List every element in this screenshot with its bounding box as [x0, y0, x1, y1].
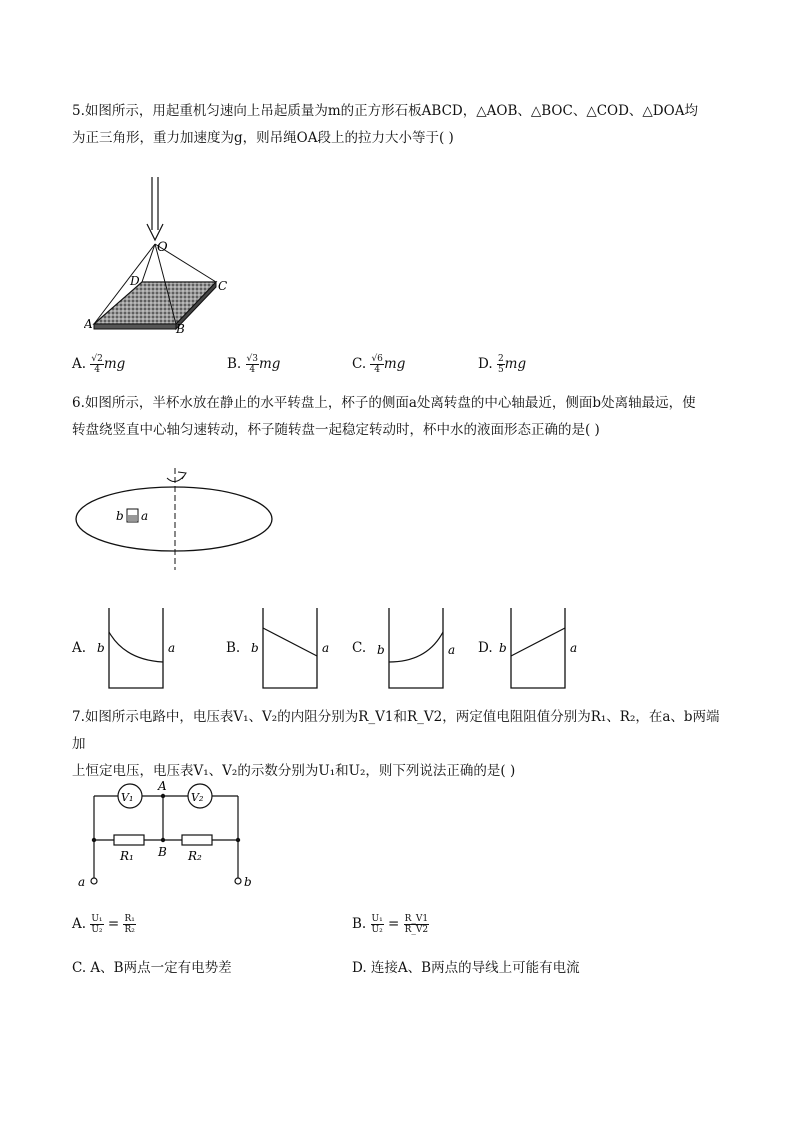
q5-label-B: B: [176, 322, 185, 336]
q7-option-a-label: A.: [72, 916, 87, 932]
q5-option-c-tail: mg: [383, 356, 406, 372]
q7-b-rhs-num: R_V1: [404, 914, 429, 924]
q5-option-b-num: √3: [246, 354, 258, 364]
question-7-text: [72, 704, 724, 785]
q5-option-d-tail: mg: [504, 356, 527, 372]
q5-option-c-label: C.: [352, 356, 367, 372]
q7-label-R2: R₂: [188, 849, 202, 863]
q6-a-right: a: [168, 641, 176, 655]
q5-option-b[interactable]: [227, 354, 280, 375]
q5-option-c-den: 4: [374, 365, 381, 375]
q7-label-V2: V₂: [191, 791, 204, 804]
q5-label-D: D: [130, 274, 140, 288]
q7-a-rhs-num: R₁: [124, 914, 135, 924]
q6-c-left: b: [377, 643, 385, 657]
q6-a-left: b: [97, 641, 105, 655]
q5-option-a[interactable]: [72, 354, 125, 375]
q6-d-right: a: [570, 641, 578, 655]
q7-a-lhs-den: U₂: [91, 925, 103, 935]
question-6-line-1: 6.如图所示，半杯水放在静止的水平转盘上，杯子的侧面a处离转盘的中心轴最近，侧面b处离轴最远，使: [72, 395, 696, 411]
q5-label-C: C: [218, 279, 228, 293]
q7-label-b: b: [244, 875, 252, 889]
q6-option-c-label[interactable]: C.: [352, 640, 367, 656]
q7-option-c[interactable]: C. A、B两点一定有电势差: [72, 960, 232, 976]
q6-option-b-label[interactable]: B.: [226, 640, 241, 656]
q6-option-a-figure: [95, 606, 185, 692]
q7-label-B: B: [158, 845, 167, 859]
q7-option-a[interactable]: A. $\frac{\text{U₁}}{\text{U₂}}$ = $\frac{\text{R₁}}{\text{R₂}}$: [72, 914, 135, 935]
q7-label-R1: R₁: [120, 849, 134, 863]
q5-option-a-num: √2: [91, 354, 103, 364]
q6-d-left: b: [499, 641, 507, 655]
q7-b-rhs-den: R_V2: [404, 925, 429, 935]
q7-option-d[interactable]: D. 连接A、B两点的导线上可能有电流: [352, 960, 580, 976]
q6-option-b-figure: [249, 606, 339, 692]
question-6-figure: [74, 464, 280, 574]
q7-label-a: a: [78, 875, 86, 889]
q5-label-O: O: [157, 240, 168, 255]
question-5-figure: [84, 172, 244, 337]
q5-option-a-label: A.: [72, 356, 87, 372]
q6-fig-label-b: b: [116, 509, 124, 523]
q6-option-a-label[interactable]: A.: [72, 640, 87, 656]
question-7-circuit: [76, 776, 256, 892]
question-6-line-2: 转盘绕竖直中心轴匀速转动，杯子随转盘一起稳定转动时，杯中水的液面形态正确的是( ): [72, 422, 600, 438]
question-5-text: [72, 98, 724, 152]
q7-option-b-label: B.: [352, 916, 367, 932]
q5-option-b-label: B.: [227, 356, 242, 372]
q5-label-A: A: [84, 317, 93, 331]
q7-label-A: A: [158, 779, 167, 793]
q5-option-d-num: 2: [497, 354, 504, 364]
q7-option-b[interactable]: B. $\frac{\text{U₁}}{\text{U₂}}$ = $\frac{R\_V1}{R\_V2}$: [352, 914, 429, 935]
q6-b-right: a: [322, 641, 330, 655]
q6-b-left: b: [251, 641, 259, 655]
q6-option-d-figure: [497, 606, 587, 692]
q6-fig-label-a: a: [141, 509, 149, 523]
q6-option-c-figure: [375, 606, 465, 692]
question-6-text: [72, 390, 724, 444]
q5-option-d-den: 5: [497, 365, 504, 375]
question-7-line-2: 上恒定电压，电压表V₁、V₂的示数分别为U₁和U₂，则下列说法正确的是( ): [72, 763, 516, 779]
q6-option-d-label[interactable]: D.: [478, 640, 493, 656]
q5-option-b-den: 4: [249, 365, 256, 375]
q7-a-lhs-num: U₁: [91, 914, 103, 924]
q5-option-c[interactable]: [352, 354, 405, 375]
question-5-line-1: 5.如图所示，用起重机匀速向上吊起质量为m的正方形石板ABCD，△AOB、△BOC、△COD、△DOA均: [72, 103, 698, 119]
q7-a-rhs-den: R₂: [124, 925, 135, 935]
q5-option-d-label: D.: [478, 356, 493, 372]
q5-option-c-num: √6: [371, 354, 383, 364]
q7-b-lhs-num: U₁: [371, 914, 383, 924]
question-5-line-2: 为正三角形，重力加速度为g，则吊绳OA段上的拉力大小等于( ): [72, 130, 454, 146]
q5-option-b-tail: mg: [258, 356, 281, 372]
q5-option-a-den: 4: [94, 365, 100, 375]
question-7-line-1: 7.如图所示电路中，电压表V₁、V₂的内阻分别为R_V1和R_V2，两定值电阻阻值分别为R₁、R₂，在a、b两端加: [72, 709, 720, 752]
q7-label-V1: V₁: [121, 791, 134, 804]
q5-option-d[interactable]: [478, 354, 526, 375]
q6-c-right: a: [448, 643, 456, 657]
q7-b-lhs-den: U₂: [371, 925, 383, 935]
q5-option-a-tail: mg: [103, 356, 126, 372]
